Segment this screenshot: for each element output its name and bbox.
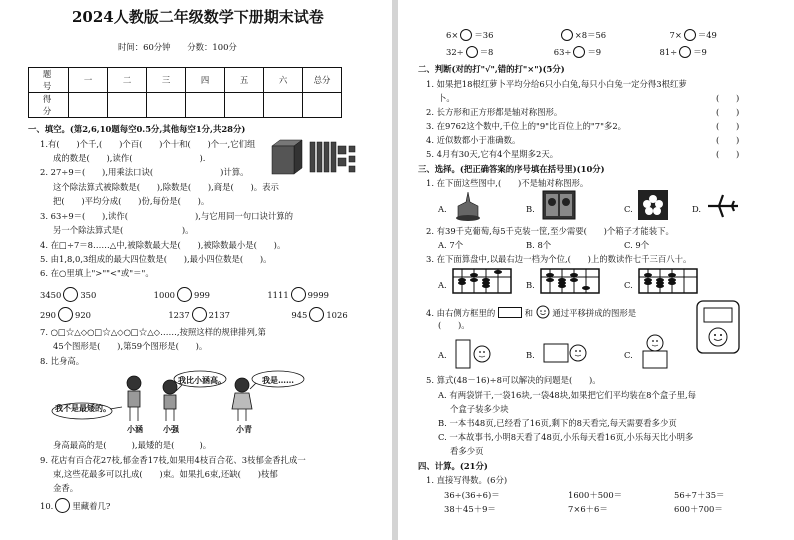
choice-4-line1 [426, 305, 636, 319]
score-cell[interactable] [264, 93, 303, 118]
kid-name-1: 小涵 [127, 424, 143, 434]
question-text: 通过平移拼成的图形是 [552, 308, 637, 318]
kid-speech-bubble-2: 我比小涵高。 [178, 375, 226, 385]
score-cell[interactable] [69, 93, 108, 118]
compare-row-2 [40, 307, 348, 322]
question-5: 5. 由1,8,0,3组成的最大四位数是( ),最小四位数是( )。 [40, 254, 272, 264]
choice-3-option-b: B. [526, 280, 535, 290]
expr: 6× [446, 30, 459, 40]
section-1-heading: 一、填空。(第2,6,10题每空0.5分,其他每空1分,共28分) [28, 124, 246, 134]
compare-circle[interactable] [291, 287, 306, 302]
table-cell: 总分 [303, 68, 342, 93]
answer-circle[interactable] [573, 46, 585, 58]
choice-1-option-d: D. [692, 204, 702, 214]
calc-1-heading: 1. 直接写得数。(6分) [426, 475, 508, 485]
judge-3: 3. 在9762这个数中,千位上的"9"比百位上的"7"多2。 [426, 121, 627, 131]
table-cell: 六 [264, 68, 303, 93]
kid-speech-bubble-3: 我是…… [262, 375, 294, 385]
section-4-heading: 四、计算。(21分) [418, 461, 488, 471]
question-4: 4. 在□÷7＝8……△中,被除数最大是( ),被除数最小是( )。 [40, 240, 286, 250]
choice-2-option-a: A. 7个 [438, 240, 464, 250]
compare-circle[interactable] [192, 307, 207, 322]
expr: ×8＝56 [574, 30, 607, 40]
question-2-line3: 把( )平均分成( )份,每份是( )。 [53, 196, 210, 206]
table-cell: 三 [147, 68, 186, 93]
answer-circle[interactable] [466, 46, 478, 58]
choice-4-option-a: A. [438, 350, 447, 360]
calc-item: 1600＋500＝ [568, 490, 623, 500]
calc-item: 36÷(36÷6)＝ [444, 490, 500, 500]
choice-1-option-a: A. [438, 204, 447, 214]
hidden-number-circle[interactable] [55, 498, 70, 513]
judge-2: 2. 长方形和正方形都是轴对称图形。 [426, 107, 563, 117]
judge-5: 5. 4月有30天,它有4个星期多2天。 [426, 149, 559, 159]
compare-circle[interactable] [63, 287, 78, 302]
question-6: 6. 在○里填上">""<"或"＝"。 [40, 268, 154, 278]
answer-circle[interactable] [561, 29, 573, 41]
choice-2: 2. 有39千克葡萄,每5千克装一筐,至少需要( )个箱子才能装下。 [426, 226, 674, 236]
question-7-line1: 7. ○□☆△◇○□☆△◇○□☆△◇……,按照这样的规律排列,第 [40, 327, 266, 337]
choice-5-option-b: B. 一本书48页,已经看了16页,剩下的8天看完,每天需要看多少页 [438, 418, 677, 428]
table-cell: 五 [225, 68, 264, 93]
score-cell[interactable] [225, 93, 264, 118]
question-10 [40, 498, 110, 513]
choice-1: 1. 在下面这些图中,( )不是轴对称图形。 [426, 178, 589, 188]
abacus-icon [452, 268, 512, 294]
expr: 81÷ [659, 47, 678, 57]
expr: ＝9 [693, 47, 707, 57]
choice-5-option-a-line1: A. 有两袋饼干,一袋16块,一袋48块,如果把它们平均装在8个盒子里,每 [438, 390, 697, 400]
choice-5-option-c-line2: 看多少页 [450, 446, 484, 456]
kid-name-2: 小强 [163, 424, 179, 434]
calc-item: 600＋700＝ [674, 504, 723, 514]
score-cell[interactable] [147, 93, 186, 118]
table-cell: 二 [108, 68, 147, 93]
exam-meta: 时间：60分钟 分数：100分 [118, 42, 237, 52]
answer-circle[interactable] [684, 29, 696, 41]
compare-left: 945 [291, 310, 308, 320]
table-cell: 一 [69, 68, 108, 93]
score-table [28, 67, 342, 118]
left-page [0, 0, 392, 540]
compare-right: 2137 [208, 310, 230, 320]
option-a-shape-icon [454, 338, 494, 370]
compare-right: 999 [194, 290, 210, 300]
score-cell[interactable] [303, 93, 342, 118]
abacus-icon [638, 268, 698, 294]
option-b-shape-icon [542, 340, 590, 366]
choice-4-line2: ( )。 [438, 320, 470, 330]
kid-speech-bubble-1: 我不是最矮的。 [55, 403, 111, 413]
table-cell: 得分 [29, 93, 69, 118]
kid-name-3: 小青 [236, 424, 252, 434]
score-table-score-row [29, 93, 342, 118]
calc-item: 7×6＋6＝ [568, 504, 608, 514]
judge-2-answer[interactable]: ( ) [716, 107, 740, 117]
question-3-line2: 另一个除法算式是( )。 [53, 225, 194, 235]
judge-5-answer[interactable]: ( ) [716, 149, 740, 159]
calc-item: 38＋45＋9＝ [444, 504, 496, 514]
score-table-header-row [29, 68, 342, 93]
compare-right: 350 [80, 290, 97, 300]
question-7-line2: 45个图形是( ),第59个图形是( )。 [53, 341, 208, 351]
compare-left: 290 [40, 310, 56, 320]
compare-left: 3450 [40, 290, 62, 300]
option-c-shape-icon [640, 334, 670, 370]
calc-item: 56÷7＋35＝ [674, 490, 725, 500]
choice-2-option-c: C. 9个 [624, 240, 650, 250]
question-2-line1: 2. 27÷9＝( ),用乘法口诀( )计算。 [40, 167, 249, 177]
question-9-line2: 束,这些花最多可以扎成( )束。如果扎6束,还缺( )枝郁 [53, 469, 278, 479]
compare-right: 9999 [307, 290, 329, 300]
expr: ＝9 [587, 47, 602, 57]
door-icon [542, 190, 576, 220]
bauhinia-flag-icon [638, 190, 668, 220]
compare-left: 1237 [168, 310, 190, 320]
score-cell[interactable] [108, 93, 147, 118]
choice-3-option-c: C. [624, 280, 633, 290]
question-1-line1: 1.有( )个千,( )个百( )个十和( )个一,它们组 [40, 139, 256, 149]
choice-5: 5. 算式(48－16)÷8可以解决的问题是( )。 [426, 375, 601, 385]
question-8-answer: 身高最高的是( ),最矮的是( )。 [53, 440, 212, 450]
judge-4-answer[interactable]: ( ) [716, 135, 740, 145]
table-cell: 题号 [29, 68, 69, 93]
socket-frame-icon [696, 300, 740, 354]
question-1-line2: 成的数是( ),读作( ). [53, 153, 206, 163]
expr: ＝8 [479, 47, 494, 57]
question-text: 和 [524, 308, 533, 318]
compare-circle[interactable] [309, 307, 324, 322]
section-2-heading: 二、判断(对的打"√",错的打"×")(5分) [418, 64, 565, 74]
choice-5-option-a-line2: 个盒子装多少块 [450, 404, 509, 414]
airplane-icon [706, 192, 740, 220]
question-text: 4. 由右侧方框里的 [426, 308, 496, 318]
answer-circle[interactable] [460, 29, 472, 41]
question-text: 里藏着几? [72, 501, 111, 511]
compare-circle[interactable] [177, 287, 192, 302]
table-cell: 四 [186, 68, 225, 93]
question-9-line3: 金香。 [53, 483, 79, 493]
compare-left: 1000 [153, 290, 175, 300]
judge-1-answer[interactable]: ( ) [716, 93, 740, 103]
compare-right: 1026 [326, 310, 348, 320]
choice-1-option-b: B. [526, 204, 535, 214]
compare-left: 1111 [267, 290, 289, 300]
compare-row-1 [40, 287, 329, 302]
compare-circle[interactable] [58, 307, 73, 322]
choice-2-option-b: B. 8个 [526, 240, 552, 250]
choice-1-option-c: C. [624, 204, 633, 214]
judge-3-answer[interactable]: ( ) [716, 121, 740, 131]
question-8: 8. 比身高。 [40, 356, 85, 366]
question-2-line2: 这个除法算式被除数是( ),除数是( ),商是( )。表示 [53, 182, 279, 192]
choice-4-option-b: B. [526, 350, 535, 360]
judge-1-line1: 1. 如果把18根红萝卜平均分给6只小白兔,每只小白兔一定分得3根红萝 [426, 79, 687, 89]
question-number: 10. [40, 501, 54, 511]
expr: 63÷ [553, 47, 572, 57]
score-cell[interactable] [186, 93, 225, 118]
exam-title: 2024人教版二年级数学下册期末试卷 [72, 8, 324, 26]
answer-circle[interactable] [679, 46, 691, 58]
choice-3-option-a: A. [438, 280, 447, 290]
expr: 32÷ [446, 47, 464, 57]
expr: 7× [669, 30, 682, 40]
smiley-face-icon [536, 305, 550, 319]
abacus-icon [540, 268, 600, 294]
fill-row-2 [446, 46, 707, 58]
question-3-line1: 3. 63÷9＝( ),读作( ),与它用同一句口诀计算的 [40, 211, 294, 221]
section-3-heading: 三、选择。(把正确答案的序号填在括号里)(10分) [418, 164, 605, 174]
choice-3: 3. 在下面算盘中,以最右边一档为个位,( )上的数读作七千三百八十。 [426, 254, 692, 264]
choice-5-option-c-line1: C. 一本故事书,小明8天看了48页,小乐每天看16页,小乐每天比小明多 [438, 432, 694, 442]
expr: ＝49 [697, 30, 717, 40]
place-value-blocks-icon [270, 136, 360, 178]
judge-4: 4. 近似数都小于准确数。 [426, 135, 521, 145]
rectangle-shape-icon [498, 307, 522, 318]
choice-4-option-c: C. [624, 350, 633, 360]
judge-1-line2: 卜。 [438, 93, 455, 103]
expr: ＝36 [474, 30, 494, 40]
tower-icon [454, 190, 482, 222]
fill-row-1 [446, 29, 717, 41]
question-9-line1: 9. 花店有百合花27枝,郁金香17枝,如果用4枝百合花、3枝郁金香扎成一 [40, 455, 306, 465]
compare-right: 920 [75, 310, 91, 320]
right-page [398, 0, 794, 540]
